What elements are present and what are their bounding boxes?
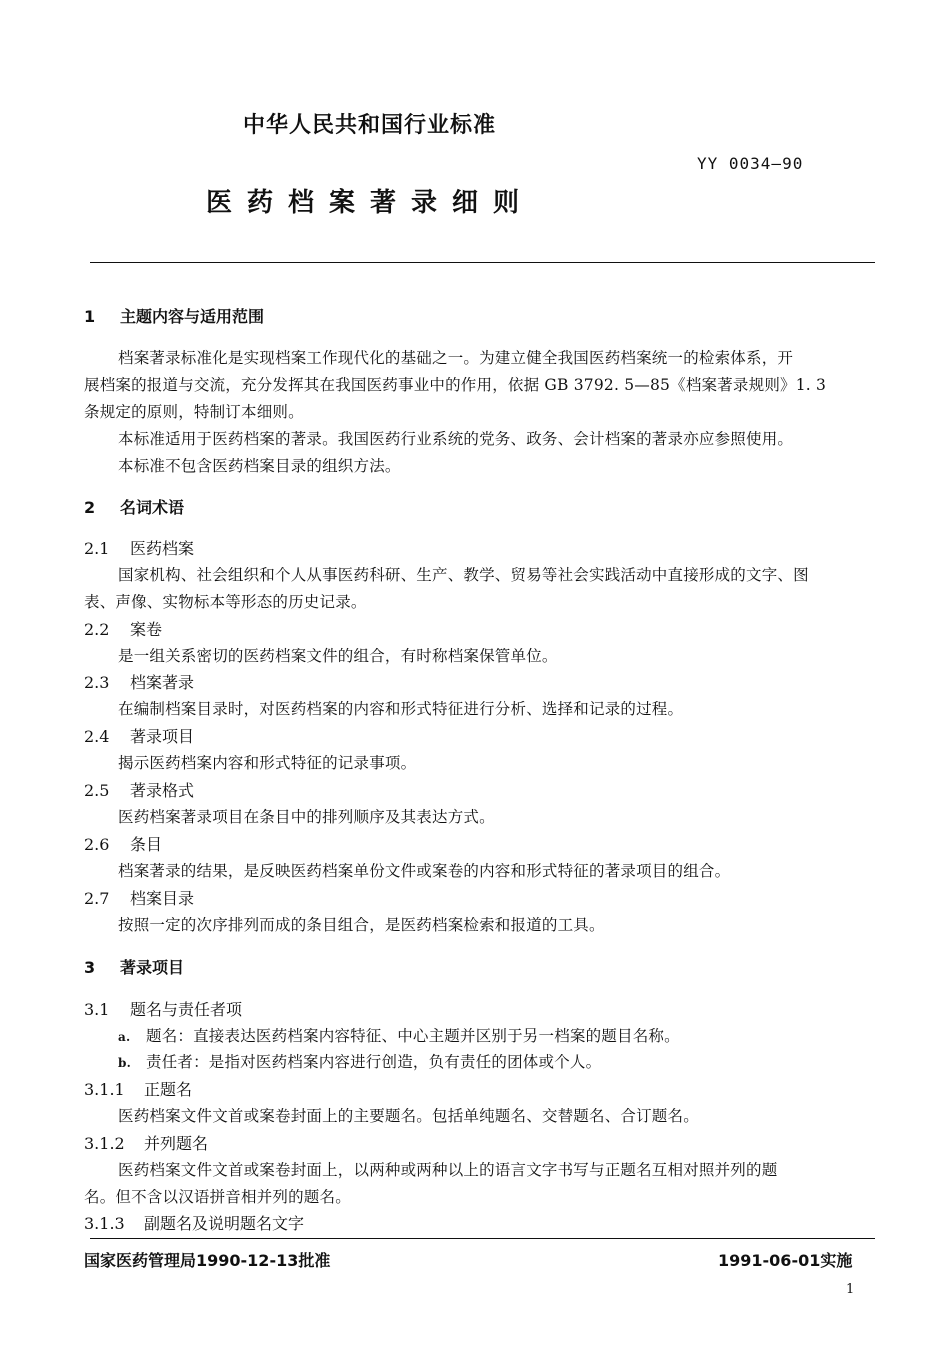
definition-line: 按照一定的次序排列而成的条目组合，是医药档案检索和报道的工具。	[118, 916, 605, 934]
subsection-heading	[84, 832, 162, 855]
paragraph-line: 医药档案文件文首或案卷封面上的主要题名。包括单纯题名、交替题名、合订题名。	[118, 1107, 699, 1125]
term: 著录格式	[130, 781, 195, 800]
paragraph-line: 档案著录标准化是实现档案工作现代化的基础之一。为建立健全我国医药档案统一的检索体系，开	[118, 349, 794, 367]
header-rule	[90, 262, 875, 263]
subsection-title: 正题名	[144, 1080, 193, 1099]
subsection-heading	[84, 670, 194, 693]
subsection-number: 2.5	[84, 781, 110, 800]
term: 档案著录	[130, 673, 195, 692]
subsection-heading	[84, 536, 194, 559]
subsection-heading	[84, 617, 162, 640]
definition-line: 表、声像、实物标本等形态的历史记录。	[84, 593, 367, 611]
section-heading	[84, 955, 184, 978]
term: 著录项目	[130, 727, 195, 746]
subsection-number: 2.3	[84, 673, 110, 692]
subsection-number: 3.1.1	[84, 1080, 125, 1099]
list-item-text: 责任者：是指对医药档案内容进行创造，负有责任的团体或个人。	[146, 1053, 602, 1071]
subsection-heading	[84, 1131, 208, 1154]
document-title: 医药档案著录细则	[206, 188, 535, 218]
paragraph-line: 条规定的原则，特制订本细则。	[84, 403, 304, 421]
definition-line: 国家机构、社会组织和个人从事医药科研、生产、教学、贸易等社会实践活动中直接形成的文字、图	[118, 566, 809, 584]
list-item	[118, 1024, 680, 1046]
subsection-title: 并列题名	[144, 1134, 209, 1153]
definition-line: 医药档案著录项目在条目中的排列顺序及其表达方式。	[118, 808, 495, 826]
page-number: 1	[846, 1282, 855, 1297]
subsection-number: 2.4	[84, 727, 110, 746]
section-title: 名词术语	[120, 498, 185, 517]
list-item	[118, 1050, 601, 1072]
subsection-number: 2.2	[84, 620, 110, 639]
section-number: 2	[84, 498, 96, 517]
section-heading	[84, 304, 264, 327]
list-item-text: 题名：直接表达医药档案内容特征、中心主题并区别于另一档案的题目名称。	[146, 1027, 680, 1045]
definition-line: 档案著录的结果，是反映医药档案单份文件或案卷的内容和形式特征的著录项目的组合。	[118, 862, 731, 880]
subsection-number: 3.1.3	[84, 1214, 125, 1233]
section-heading	[84, 495, 184, 518]
subsection-heading	[84, 778, 194, 801]
section-title: 著录项目	[120, 958, 185, 977]
term: 档案目录	[130, 889, 195, 908]
subsection-heading	[84, 886, 194, 909]
standard-category: 中华人民共和国行业标准	[243, 113, 497, 138]
footer-rule	[90, 1238, 875, 1239]
list-item-label: b.	[118, 1056, 131, 1070]
subsection-number: 2.1	[84, 539, 110, 558]
paragraph-line: 本标准不包含医药档案目录的组织方法。	[118, 457, 401, 475]
subsection-title: 副题名及说明题名文字	[144, 1214, 305, 1233]
definition-line: 是一组关系密切的医药档案文件的组合，有时称档案保管单位。	[118, 647, 558, 665]
section-number: 3	[84, 958, 96, 977]
subsection-number: 3.1.2	[84, 1134, 125, 1153]
paragraph-line: 名。但不含以汉语拼音相并列的题名。	[84, 1188, 351, 1206]
paragraph-line: 展档案的报道与交流，充分发挥其在我国医药事业中的作用，依据 GB 3792. 5—85《档案著录规则》1. 3	[84, 376, 827, 394]
section-number: 1	[84, 307, 96, 326]
subsection-heading	[84, 724, 194, 747]
effective-date: 1991-06-01实施	[718, 1251, 853, 1270]
section-title: 主题内容与适用范围	[120, 307, 265, 326]
subsection-title: 题名与责任者项	[130, 1000, 243, 1019]
subsection-number: 2.6	[84, 835, 110, 854]
approval-line: 国家医药管理局1990-12-13批准	[84, 1251, 331, 1270]
subsection-heading	[84, 1211, 304, 1234]
subsection-heading	[84, 1077, 192, 1100]
definition-line: 在编制档案目录时，对医药档案的内容和形式特征进行分析、选择和记录的过程。	[118, 700, 684, 718]
term: 条目	[130, 835, 163, 854]
paragraph-line: 本标准适用于医药档案的著录。我国医药行业系统的党务、政务、会计档案的著录亦应参照使用。	[118, 430, 794, 448]
standard-code: YY 0034—90	[697, 154, 804, 173]
list-item-label: a.	[118, 1030, 131, 1044]
subsection-number: 2.7	[84, 889, 110, 908]
term: 医药档案	[130, 539, 195, 558]
subsection-heading	[84, 997, 242, 1020]
paragraph-line: 医药档案文件文首或案卷封面上，以两种或两种以上的语言文字书写与正题名互相对照并列的题	[118, 1161, 778, 1179]
definition-line: 揭示医药档案内容和形式特征的记录事项。	[118, 754, 417, 772]
term: 案卷	[130, 620, 163, 639]
subsection-number: 3.1	[84, 1000, 110, 1019]
